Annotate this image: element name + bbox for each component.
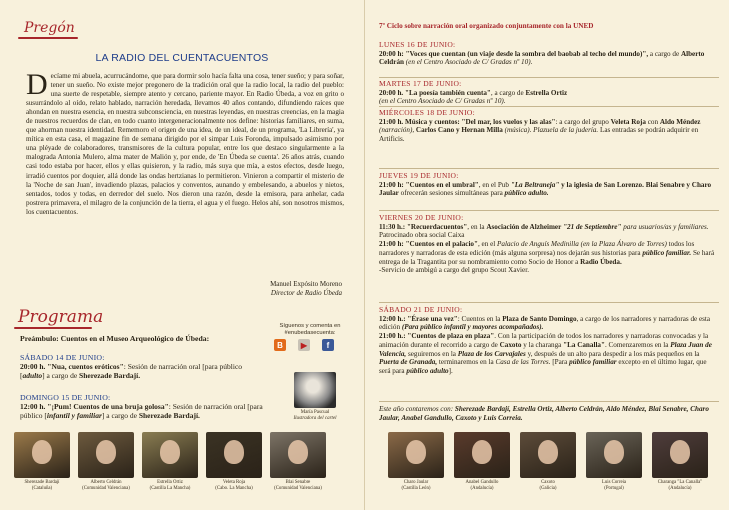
storyteller-photo <box>14 432 70 492</box>
photo-image <box>142 432 198 478</box>
photo-name: Charanga "La Canalla" <box>657 480 703 485</box>
storyteller-photo <box>206 432 262 492</box>
photo-origin: (Andalucía) <box>668 486 692 491</box>
photo-image <box>652 432 708 478</box>
photo-image <box>14 432 70 478</box>
separator <box>379 168 719 169</box>
photo-image <box>270 432 326 478</box>
photo-caption <box>78 480 134 492</box>
photo-caption <box>270 480 326 492</box>
photo-origin: (Galicia) <box>539 486 557 491</box>
day-18-heading: MIÉRCOLES 18 DE JUNIO: <box>379 108 475 117</box>
storyteller-photo <box>270 432 326 492</box>
article-title: LA RADIO DEL CUENTACUENTOS <box>95 52 269 64</box>
photo-caption <box>454 480 510 492</box>
day-21-block: SÁBADO 21 DE JUNIO: 12:00 h.: "Érase una vez": Cuentos en la Plaza de Santo Domingo, a cargo de los narradores y narradoras de esta edición (Para público infantil y mayores acompañados). 21:00 h.: "Cuentos de plaza en plaza". Con la participación de todos los narradores y narradoras convocadas y la animación durante el recorrido a cargo de Caxoto y la charanga "La Canalla". Comenzaremos en la Plaza Juan de Valencia, seguiremos en la Plaza de los Carvajales y, después de un alto para despedir a los más pequeños en la Puerta de Granada, terminaremos en la Casa de las Torres. [Para público familiar excepto en el último lugar, que será para público adulto]. <box>379 306 719 376</box>
storyteller-photo <box>78 432 134 492</box>
social-icons <box>274 339 334 351</box>
storyteller-photo <box>142 432 198 492</box>
day-17-block: MARTES 17 DE JUNIO: 20:00 h. "La poesía también cuenta", a cargo de Estrella Ortiz (en el Centro Asociado de C/ Gradas nº 10). <box>379 80 719 106</box>
separator <box>379 210 719 211</box>
photo-image <box>388 432 444 478</box>
illustrator-caption: María Pascual Ilustradora del cartel <box>293 410 337 421</box>
day-19-heading: JUEVES 19 DE JUNIO: <box>379 171 459 180</box>
photo-caption <box>206 480 262 492</box>
photo-origin: (Comunidad Valenciana) <box>274 486 322 491</box>
day-14-block <box>20 353 260 381</box>
separator <box>379 302 719 303</box>
programa-underline <box>14 327 92 329</box>
social-text: Síguenos y comenta en #enubedasecuenta: <box>279 323 341 336</box>
day-20-block: VIERNES 20 DE JUNIO: 11:30 h.: "Recuerdacuentos", en la Asociación de Alzheimer "21 de Septiembre" para usuarios/as y familiares. Patrocinado obra social Caixa 21:00 h: "Cuentos en el palacio", en el Palacio de Anguís Medinilla (en la Plaza Álvaro de Torres) todos los narradores y narradoras de esta edición (más alguna sorpresa) nos dejarán sus historias para público familiar. Se hará entrega de la Tragantita por su nombramiento como Socio de Honor a Radio Úbeda. -Servicio de ambigú a cargo del grupo Scout Xavier. <box>379 214 719 275</box>
cycle-title: 7º Ciclo sobre narración oral organizado conjuntamente con la UNED <box>379 22 594 30</box>
day-15-text: 12:00 h. "¡Pum! Cuentos de una bruja golosa": Sesión de narración oral [para público [infantil y familiar] a cargo de Sherezade Bardají. <box>20 402 263 421</box>
pregon-text <box>26 68 344 217</box>
closing-block: Este año contaremos con: Sherezade Bardají, Estrella Ortiz, Alberto Celdrán, Aldo Méndez, Blai Senabre, Charo Jaular, Anabel Gandullo, Caxoto y Luis Correia. <box>379 405 709 422</box>
photo-origin: (Andalucía) <box>470 486 494 491</box>
photo-origin: (Castilla León) <box>401 486 431 491</box>
photo-image <box>520 432 576 478</box>
separator <box>379 401 719 402</box>
photo-origin: (Portugal) <box>604 486 624 491</box>
day-15-block <box>20 393 268 421</box>
photo-name: Sherezade Bardají <box>24 480 60 485</box>
photo-name: Blai Senabre <box>285 480 311 485</box>
photo-origin: (Cataluña) <box>31 486 53 491</box>
left-page <box>0 0 364 510</box>
illustrator-portrait <box>294 372 336 408</box>
day-17-heading: MARTES 17 DE JUNIO: <box>379 79 462 88</box>
photo-caption <box>652 480 708 492</box>
storyteller-photo <box>388 432 444 492</box>
photo-image <box>78 432 134 478</box>
photo-name: Caxoto <box>541 480 555 485</box>
photo-image <box>206 432 262 478</box>
photo-name: Anabel Gandullo <box>465 480 499 485</box>
day-14-heading: SÁBADO 14 DE JUNIO: <box>20 353 105 362</box>
facebook-icon[interactable]: f <box>322 339 334 351</box>
preambulo: Preámbulo: Cuentos en el Museo Arqueológico de Úbeda: <box>20 334 210 343</box>
photo-name: Veleta Roja <box>222 480 246 485</box>
photo-name: Estrella Ortiz <box>157 480 183 485</box>
day-14-text: 20:00 h. "Nua, cuentos eróticos": Sesión de narración oral [para público [adulto] a cargo de Sherezade Bardají. <box>20 362 243 381</box>
signature-name: Manuel Expósito Moreno <box>270 280 342 288</box>
storyteller-photo <box>652 432 708 492</box>
storyteller-photo <box>454 432 510 492</box>
photo-origin: (Castilla La Mancha) <box>149 486 191 491</box>
photo-caption <box>142 480 198 492</box>
photo-name: Charo Jaular <box>403 480 429 485</box>
storyteller-photo <box>520 432 576 492</box>
photo-caption <box>586 480 642 492</box>
youtube-icon[interactable]: ▶ <box>298 339 310 351</box>
day-21-heading: SÁBADO 21 DE JUNIO: <box>379 305 463 314</box>
photo-name: Alberto Celdrán <box>90 480 122 485</box>
day-16-block: LUNES 16 DE JUNIO: 20:00 h: "Voces que cuentan (un viaje desde la sombra del baobab al techo del mundo)", a cargo de Alberto Celdrán (en el Centro Asociado de C/ Gradas nº 10). <box>379 41 719 67</box>
photo-origin: (Comunidad Valenciana) <box>82 486 130 491</box>
day-20-heading: VIERNES 20 DE JUNIO: <box>379 213 464 222</box>
storyteller-photos-right <box>388 432 708 492</box>
day-16-heading: LUNES 16 DE JUNIO: <box>379 40 456 49</box>
separator <box>379 77 719 78</box>
pregon-heading: Pregón <box>24 20 75 36</box>
day-15-heading: DOMINGO 15 DE JUNIO: <box>20 393 111 402</box>
photo-caption <box>520 480 576 492</box>
storyteller-photos-left <box>14 432 326 492</box>
day-19-block: JUEVES 19 DE JUNIO: 21:00 h: "Cuentos en el umbral", en el Pub "La Beltraneja" y la iglesia de San Lorenzo. Blai Senabre y Charo Jaular ofrecerán sesiones simultáneas para público adulto. <box>379 172 719 198</box>
photo-name: Luis Correia <box>601 480 627 485</box>
drop-cap: D <box>26 68 48 101</box>
storyteller-photo <box>586 432 642 492</box>
pregon-underline <box>18 37 78 39</box>
photo-image <box>454 432 510 478</box>
photo-origin: (Cabo. La Mancha) <box>215 486 253 491</box>
photo-caption <box>14 480 70 492</box>
blogger-icon[interactable]: B <box>274 339 286 351</box>
separator <box>379 106 719 107</box>
programa-heading: Programa <box>18 307 104 327</box>
photo-image <box>586 432 642 478</box>
photo-caption <box>388 480 444 492</box>
signature-role: Director de Radio Úbeda <box>270 289 342 297</box>
pregon-body: ecíame mi abuela, acurrucándome, que para dormir solo hacía falta una cosa, tener sueño; y para soñar, tener un sueño. No existe mejor pregonero de la tradición oral que la radio local, la radio del pueblo: una suerte de respetable, siempre atento y cercano, pariente mayor. En Radio Úbeda, a voz en grito o susurrándolo al oído, relato hablado, narración heredada, llevamos 40 años contando, difundiendo raíces que ahondan en nuestra esencia, en nuestra subconsciencia, en nuestras leyendas, en nuestras creencias, en la magia de nuestros recuerdos de clan, en todo cuanto intergeneracionalmente nos define: historias familiares, en suma, que ahorman nuestra identidad. Rememoro el origen de una idea, de un ideal, de un programa, 'La Librería', ya mítica en esta casa, el magazine fin de semana dirigido por el simpar Luis Foronda, impulsado asimismo por una pléyade de colaboradores, transmisores de la cultura popular, entre los que destaco singularmente a la malograda Antonia Mulero, alma mater de Malión y, por ende, de 'En Úbeda se cuenta'. 26 años atrás, cuando casi todo estaba por hacer, ellos y ellas quisieron, y la radio, más suya que mía, a estos efectos, desde luego, irradió cuentos por doquier, allá donde las ondas hertzianas lo permitieron. Vinieron a compartir el misterio de la 'Noche de san Juan', invadiendo plazas, palacios y conventos, aunando y embelesando, a abuelos y nietos, sentados, todos y todas, en derredor del suelo. Nos dieron una razón, desde la emisora, para anhelar, cada postrera primavera, el milagro de la conjunción de la tierra, el agua y el fuego. Helos ahí, son nosotros mismos, los cuentacuentos. <box>26 72 344 216</box>
day-18-block: MIÉRCOLES 18 DE JUNIO: 21:00 h. Música y cuentos: "Del mar, los vuelos y las alas": a cargo del grupo Veleta Roja con Aldo Méndez (narración), Carlos Cano y Hernan Milla (música). Plazuela de la judería. Las entradas se podrán adquirir en Artificis. <box>379 109 719 144</box>
